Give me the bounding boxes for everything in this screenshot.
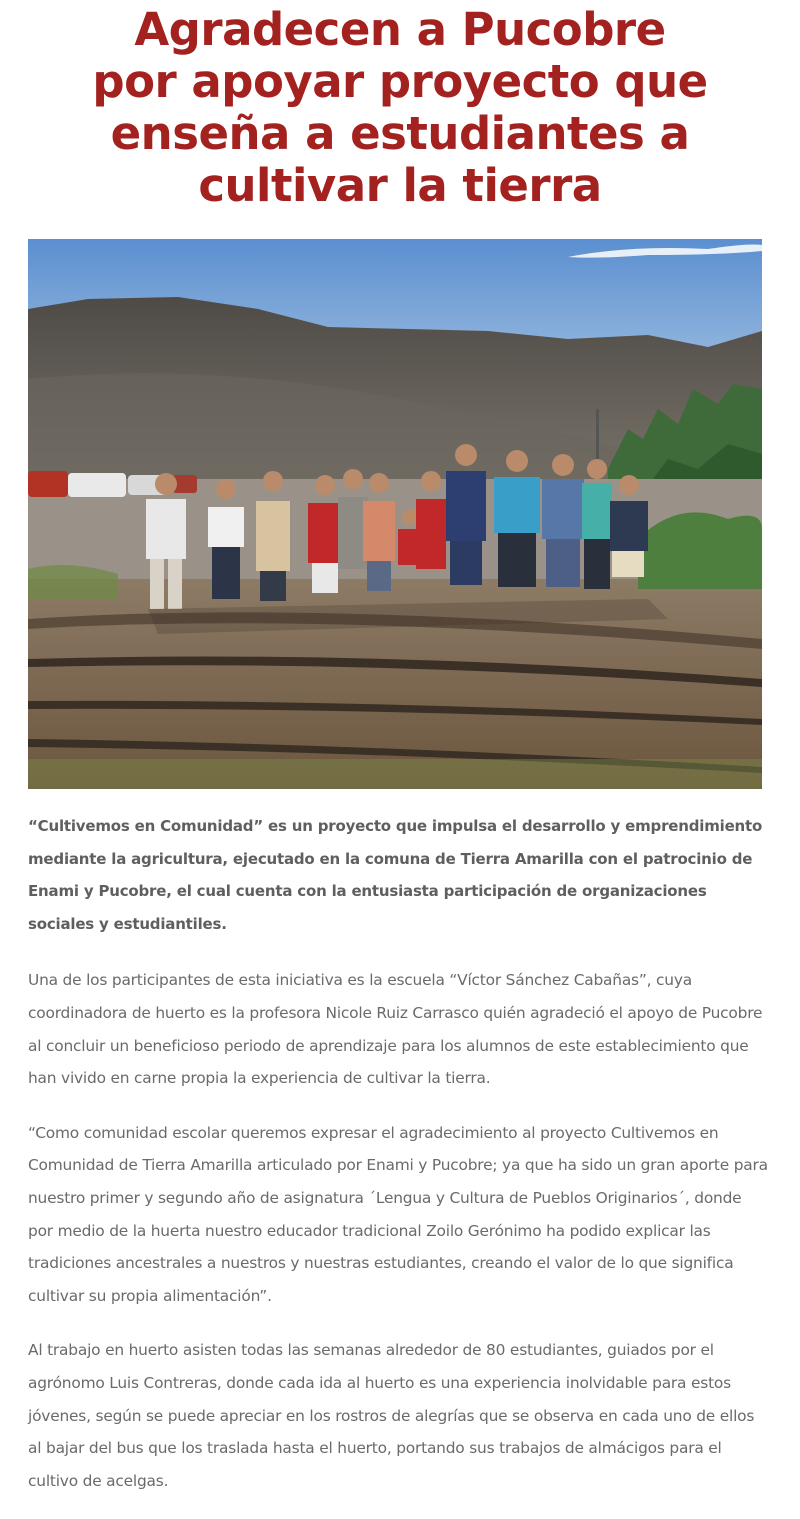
article-lead: “Cultivemos en Comunidad” es un proyecto que impulsa el desarrollo y emprendimiento mediante la agricultura, ejecutado en la comuna de Tierra Amarilla con el patrocinio de Enami y Pucobre, el cual cuenta con la entusiasta participación de organizaciones sociales y estudiantiles. [28, 817, 763, 933]
article-title: Agradecen a Pucobre por apoyar proyecto que enseña a estudiantes a cultivar la tierra [92, 3, 708, 212]
article-paragraph-1: Una de los participantes de esta iniciativa es la escuela “Víctor Sánchez Cabañas”, cuya coordinadora de huerto es la profesora Nicole Ruiz Carrasco quién agradeció el apoyo de Pucobre al concluir un beneficioso periodo de aprendizaje para los alumnos de este establecimiento que han vivido en carne propia la experiencia de cultivar la tierra. [28, 971, 763, 1088]
article-photo [28, 239, 762, 789]
article-paragraph-3: Al trabajo en huerto asisten todas las semanas alrededor de 80 estudiantes, guiados por el agrónomo Luis Contreras, donde cada ida al huerto es una experiencia inolvidable para estos jóvenes, según se puede apreciar en los rostros de alegrías que se observa en cada uno de ellos al bajar del bus que los traslada hasta el huerto, portando sus trabajos de almácigos para el cultivo de acelgas. [28, 1341, 755, 1490]
article-body [28, 810, 768, 1519]
article-paragraph-2: “Como comunidad escolar queremos expresar el agradecimiento al proyecto Cultivemos en Comunidad de Tierra Amarilla articulado por Enami y Pucobre; ya que ha sido un gran aporte para nuestro primer y segundo año de asignatura ´Lengua y Cultura de Pueblos Originarios´, donde por medio de la huerta nuestro educador tradicional Zoilo Gerónimo ha podido explicar las tradiciones ancestrales a nuestros y nuestras estudiantes, creando el valor de lo que significa cultivar su propia alimentación”. [28, 1123, 768, 1305]
